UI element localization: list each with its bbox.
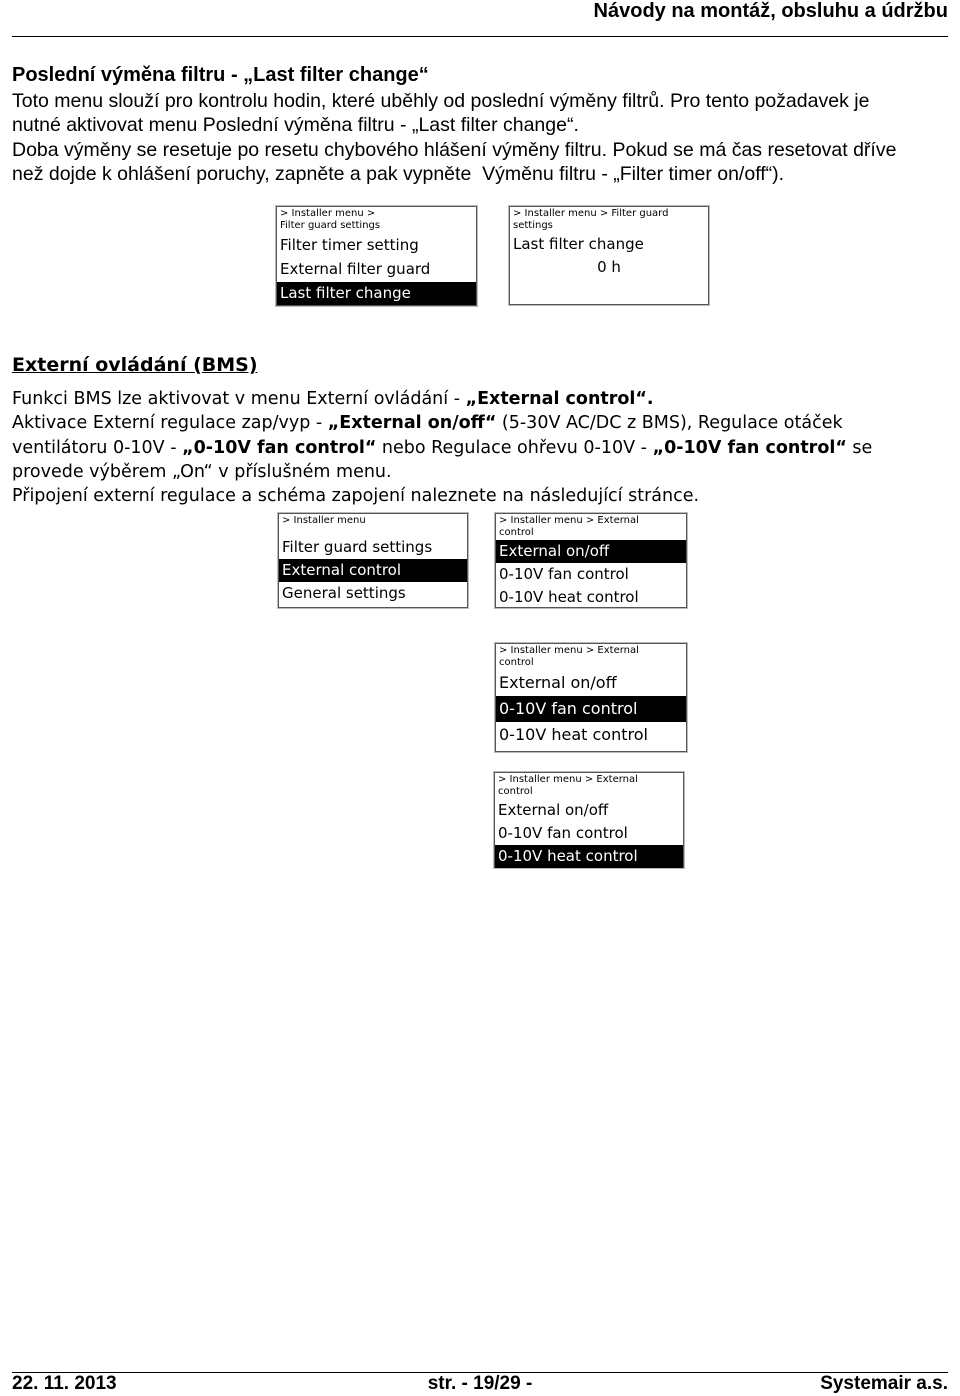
breadcrumb: control	[499, 527, 534, 538]
paragraph-line: Funkci BMS lze aktivovat v menu Externí ovládání - „External control“.	[12, 389, 654, 409]
menu-item-fan-control-selected: 0-10V fan control	[496, 696, 686, 722]
paragraph-line: Připojení externí regulace a schéma zapojení naleznete na následující stránce.	[12, 486, 700, 506]
display-screen-filter-guard-menu	[276, 206, 477, 306]
display-screen-external-heat	[494, 772, 684, 868]
menu-item-general-settings: General settings	[282, 584, 406, 602]
menu-item-heat-control-selected: 0-10V heat control	[495, 845, 683, 868]
breadcrumb: control	[499, 657, 534, 668]
paragraph-line: ventilátoru 0-10V - „0-10V fan control“ nebo Regulace ohřevu 0-10V - „0-10V fan control“ se	[12, 438, 873, 458]
breadcrumb: > Installer menu >	[280, 208, 376, 219]
menu-item-heat-control: 0-10V heat control	[499, 725, 648, 744]
menu-item-external-control-selected: External control	[279, 559, 467, 582]
breadcrumb: Filter guard settings	[280, 220, 381, 231]
breadcrumb: > Installer menu > Filter guard	[513, 208, 669, 219]
footer-page-number: str. - 19/29 -	[427, 1373, 533, 1394]
menu-item-filter-timer-setting: Filter timer setting	[280, 236, 419, 254]
paragraph-line: Toto menu slouží pro kontrolu hodin, které uběhly od poslední výměny filtrů. Pro tento požadavek je	[12, 90, 870, 112]
paragraph-line: Aktivace Externí regulace zap/vyp - „External on/off“ (5-30V AC/DC z BMS), Regulace otáček	[12, 413, 843, 433]
menu-item-fan-control: 0-10V fan control	[499, 565, 629, 583]
menu-item-heat-control: 0-10V heat control	[499, 588, 639, 606]
section-title-external-control: Externí ovládání (BMS)	[12, 354, 258, 376]
document-header-title: Návody na montáž, obsluhu a údržbu	[593, 0, 948, 22]
menu-item-fan-control: 0-10V fan control	[498, 824, 628, 842]
hours-value: 0 h	[597, 258, 621, 276]
menu-item-external-onoff: External on/off	[498, 801, 609, 819]
footer-date: 22. 11. 2013	[12, 1373, 117, 1394]
footer-company: Systemair a.s.	[820, 1373, 948, 1394]
section-title-last-filter-change: Poslední výměna filtru - „Last filter change“	[12, 64, 429, 86]
paragraph-line: nutné aktivovat menu Poslední výměna filtru - „Last filter change“.	[12, 114, 579, 136]
menu-item-filter-guard-settings: Filter guard settings	[282, 538, 433, 556]
header-divider	[12, 36, 948, 37]
menu-item-last-filter-change-selected: Last filter change	[277, 282, 476, 305]
breadcrumb: > Installer menu > External	[499, 515, 639, 526]
display-screen-last-filter-change	[509, 206, 709, 305]
breadcrumb: > Installer menu > External	[498, 774, 638, 785]
breadcrumb: control	[498, 786, 533, 797]
display-screen-external-fan	[495, 643, 687, 752]
paragraph-line: než dojde k ohlášení poruchy, zapněte a pak vypněte Výměnu filtru - „Filter timer on/off“).	[12, 163, 785, 185]
display-screen-external-onoff	[495, 513, 687, 608]
screen-title-last-filter-change: Last filter change	[513, 235, 644, 253]
menu-item-external-onoff: External on/off	[499, 673, 617, 692]
display-screen-installer-menu	[278, 513, 468, 608]
breadcrumb: settings	[513, 220, 553, 231]
breadcrumb: > Installer menu > External	[499, 645, 639, 656]
breadcrumb: > Installer menu	[282, 515, 366, 526]
menu-item-external-filter-guard: External filter guard	[280, 260, 431, 278]
paragraph-line: provede výběrem „On“ v příslušném menu.	[12, 462, 392, 482]
paragraph-line: Doba výměny se resetuje po resetu chybového hlášení výměny filtru. Pokud se má čas resetovat dříve	[12, 139, 897, 161]
menu-item-external-onoff-selected: External on/off	[496, 540, 686, 563]
